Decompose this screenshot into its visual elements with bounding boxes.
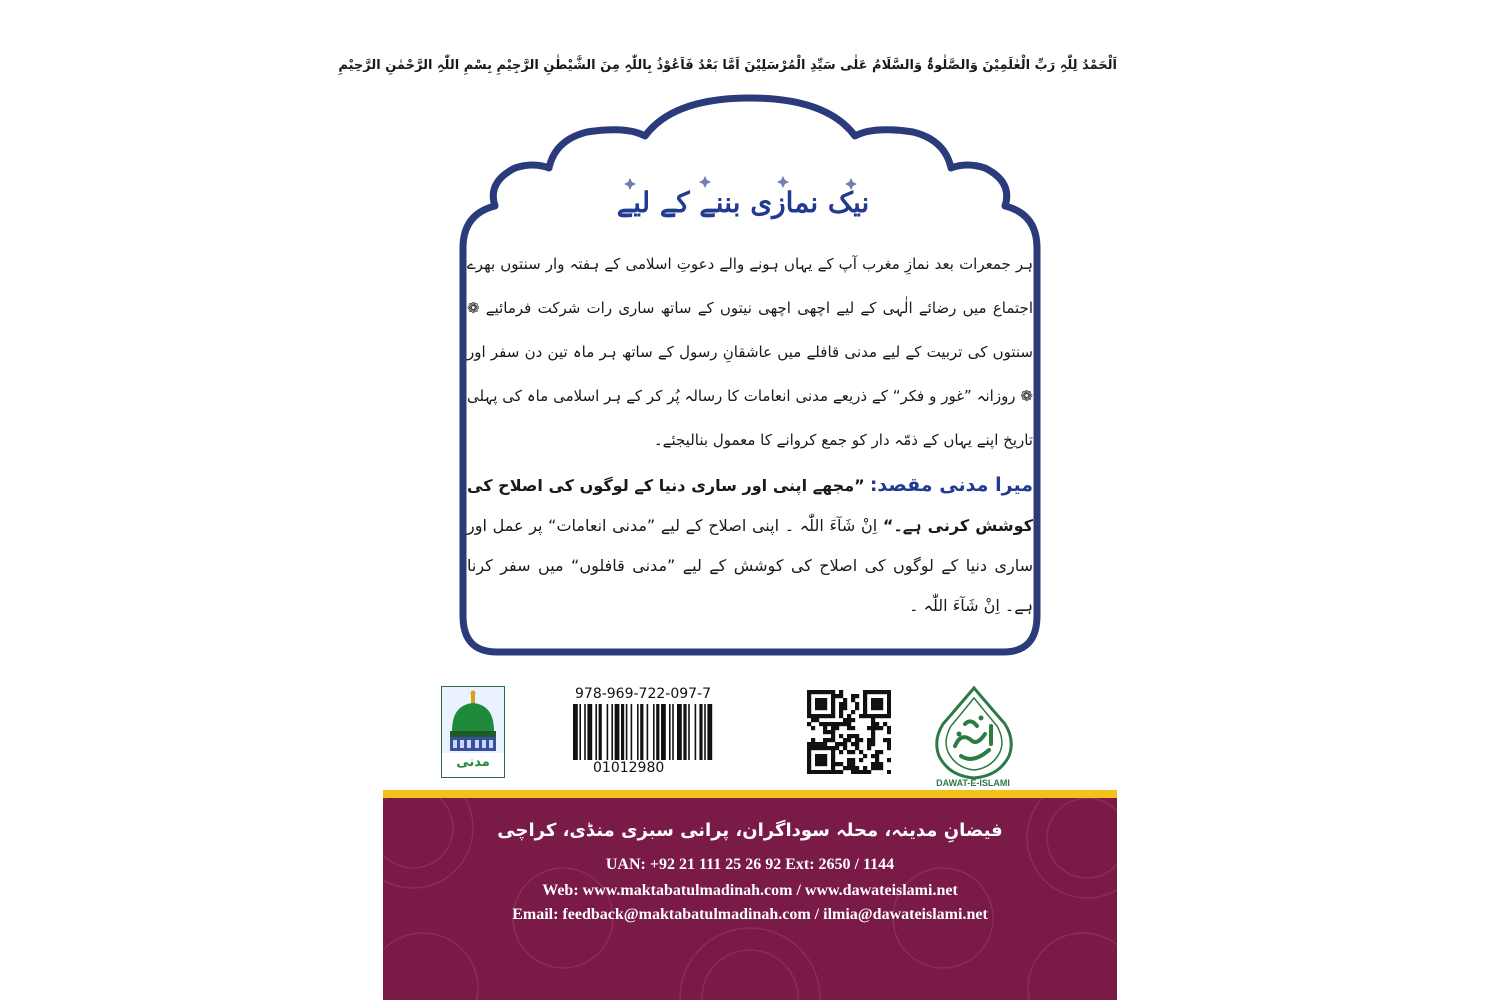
publisher-footer: [383, 798, 1117, 1000]
madani-channel-badge: [441, 686, 505, 778]
logo-caption: DAWAT-E-ISLAMI: [936, 778, 1010, 788]
madani-maqsad-block: [467, 465, 1033, 626]
maqsad-label: میرا مدنی مقصد:: [869, 474, 1033, 496]
badge-label: مدنی: [456, 755, 490, 770]
uan-line: UAN: +92 21 111 25 26 92 Ext: 2650 / 1144: [605, 856, 895, 873]
web-line: Web: www.maktabatulmadinah.com / www.dawateislami.net: [542, 882, 958, 899]
madani-maqsad-text: [467, 465, 1033, 626]
qr-code-icon: [807, 690, 891, 774]
book-back-cover: [338, 0, 1117, 1000]
frame-heading: نیک نمازی بننے کے لیے: [616, 186, 870, 219]
basmala-line: اَلْحَمْدُ لِلّٰہِ رَبِّ الْعٰلَمِیْنَ وَالصَّلٰوۃُ وَالسَّلَامُ عَلٰی سَیِّدِ الْمُرْسَلِیْنَ اَمَّا بَعْدُ فَاَعُوْذُ بِاللّٰہِ مِنَ الشَّیْطٰنِ الرَّجِیْمِ بِسْمِ اللّٰہِ الرَّحْمٰنِ الرَّحِیْمِ: [338, 58, 1117, 73]
isbn-number: 978-969-722-097-7: [575, 686, 712, 702]
maqsad-quote: ”مجھے اپنی اور ساری دنیا کے لوگوں کی اصلاح کی کوشش کرنی ہے۔“: [467, 476, 1033, 535]
paragraph-1-text: ہر جمعرات بعد نمازِ مغرب آپ کے یہاں ہونے والے دعوتِ اسلامی کے ہفتہ وار سنتوں بھرے اجتماع میں رضائے الٰہی کے لیے اچھی اچھی نیتوں کے ساتھ ساری رات شرکت فرمائیے ❁ سنتوں کی تربیت کے لیے مدنی قافلے میں عاشقانِ رسول کے ساتھ ہر ماہ تین دن سفر اور ❁ روزانہ ”غور و فکر“ کے ذریعے مدنی انعامات کا رسالہ پُر کر کے ہر اسلامی ماہ کی پہلی تاریخ اپنے یہاں کے ذمّہ دار کو جمع کروانے کا معمول بنالیجئے۔: [467, 255, 1033, 449]
barcode-icon: [571, 704, 761, 760]
barcode-code: 01012980: [593, 760, 665, 776]
email-line: Email: feedback@maktabatulmadinah.com / ilmia@dawateislami.net: [512, 906, 988, 923]
footer-stripe: [383, 790, 1117, 798]
maqsad-rest: اِنْ شَآءَ اللّٰہ ۔ اپنی اصلاح کے لیے ”مدنی انعامات“ پر عمل اور ساری دنیا کے لوگوں کی اصلاح کی کوشش کے لیے ”مدنی قافلوں“ میں سفر کرنا ہے۔ اِنْ شَآءَ اللّٰہ ۔: [467, 516, 1033, 615]
isbn-barcode: [571, 686, 761, 776]
frame-paragraph-1: [467, 242, 1033, 462]
publisher-address: فیضانِ مدینہ، محلہ سوداگران، پرانی سبزی منڈی، کراچی: [497, 820, 1003, 841]
dawat-e-islami-logo: [931, 684, 1017, 780]
